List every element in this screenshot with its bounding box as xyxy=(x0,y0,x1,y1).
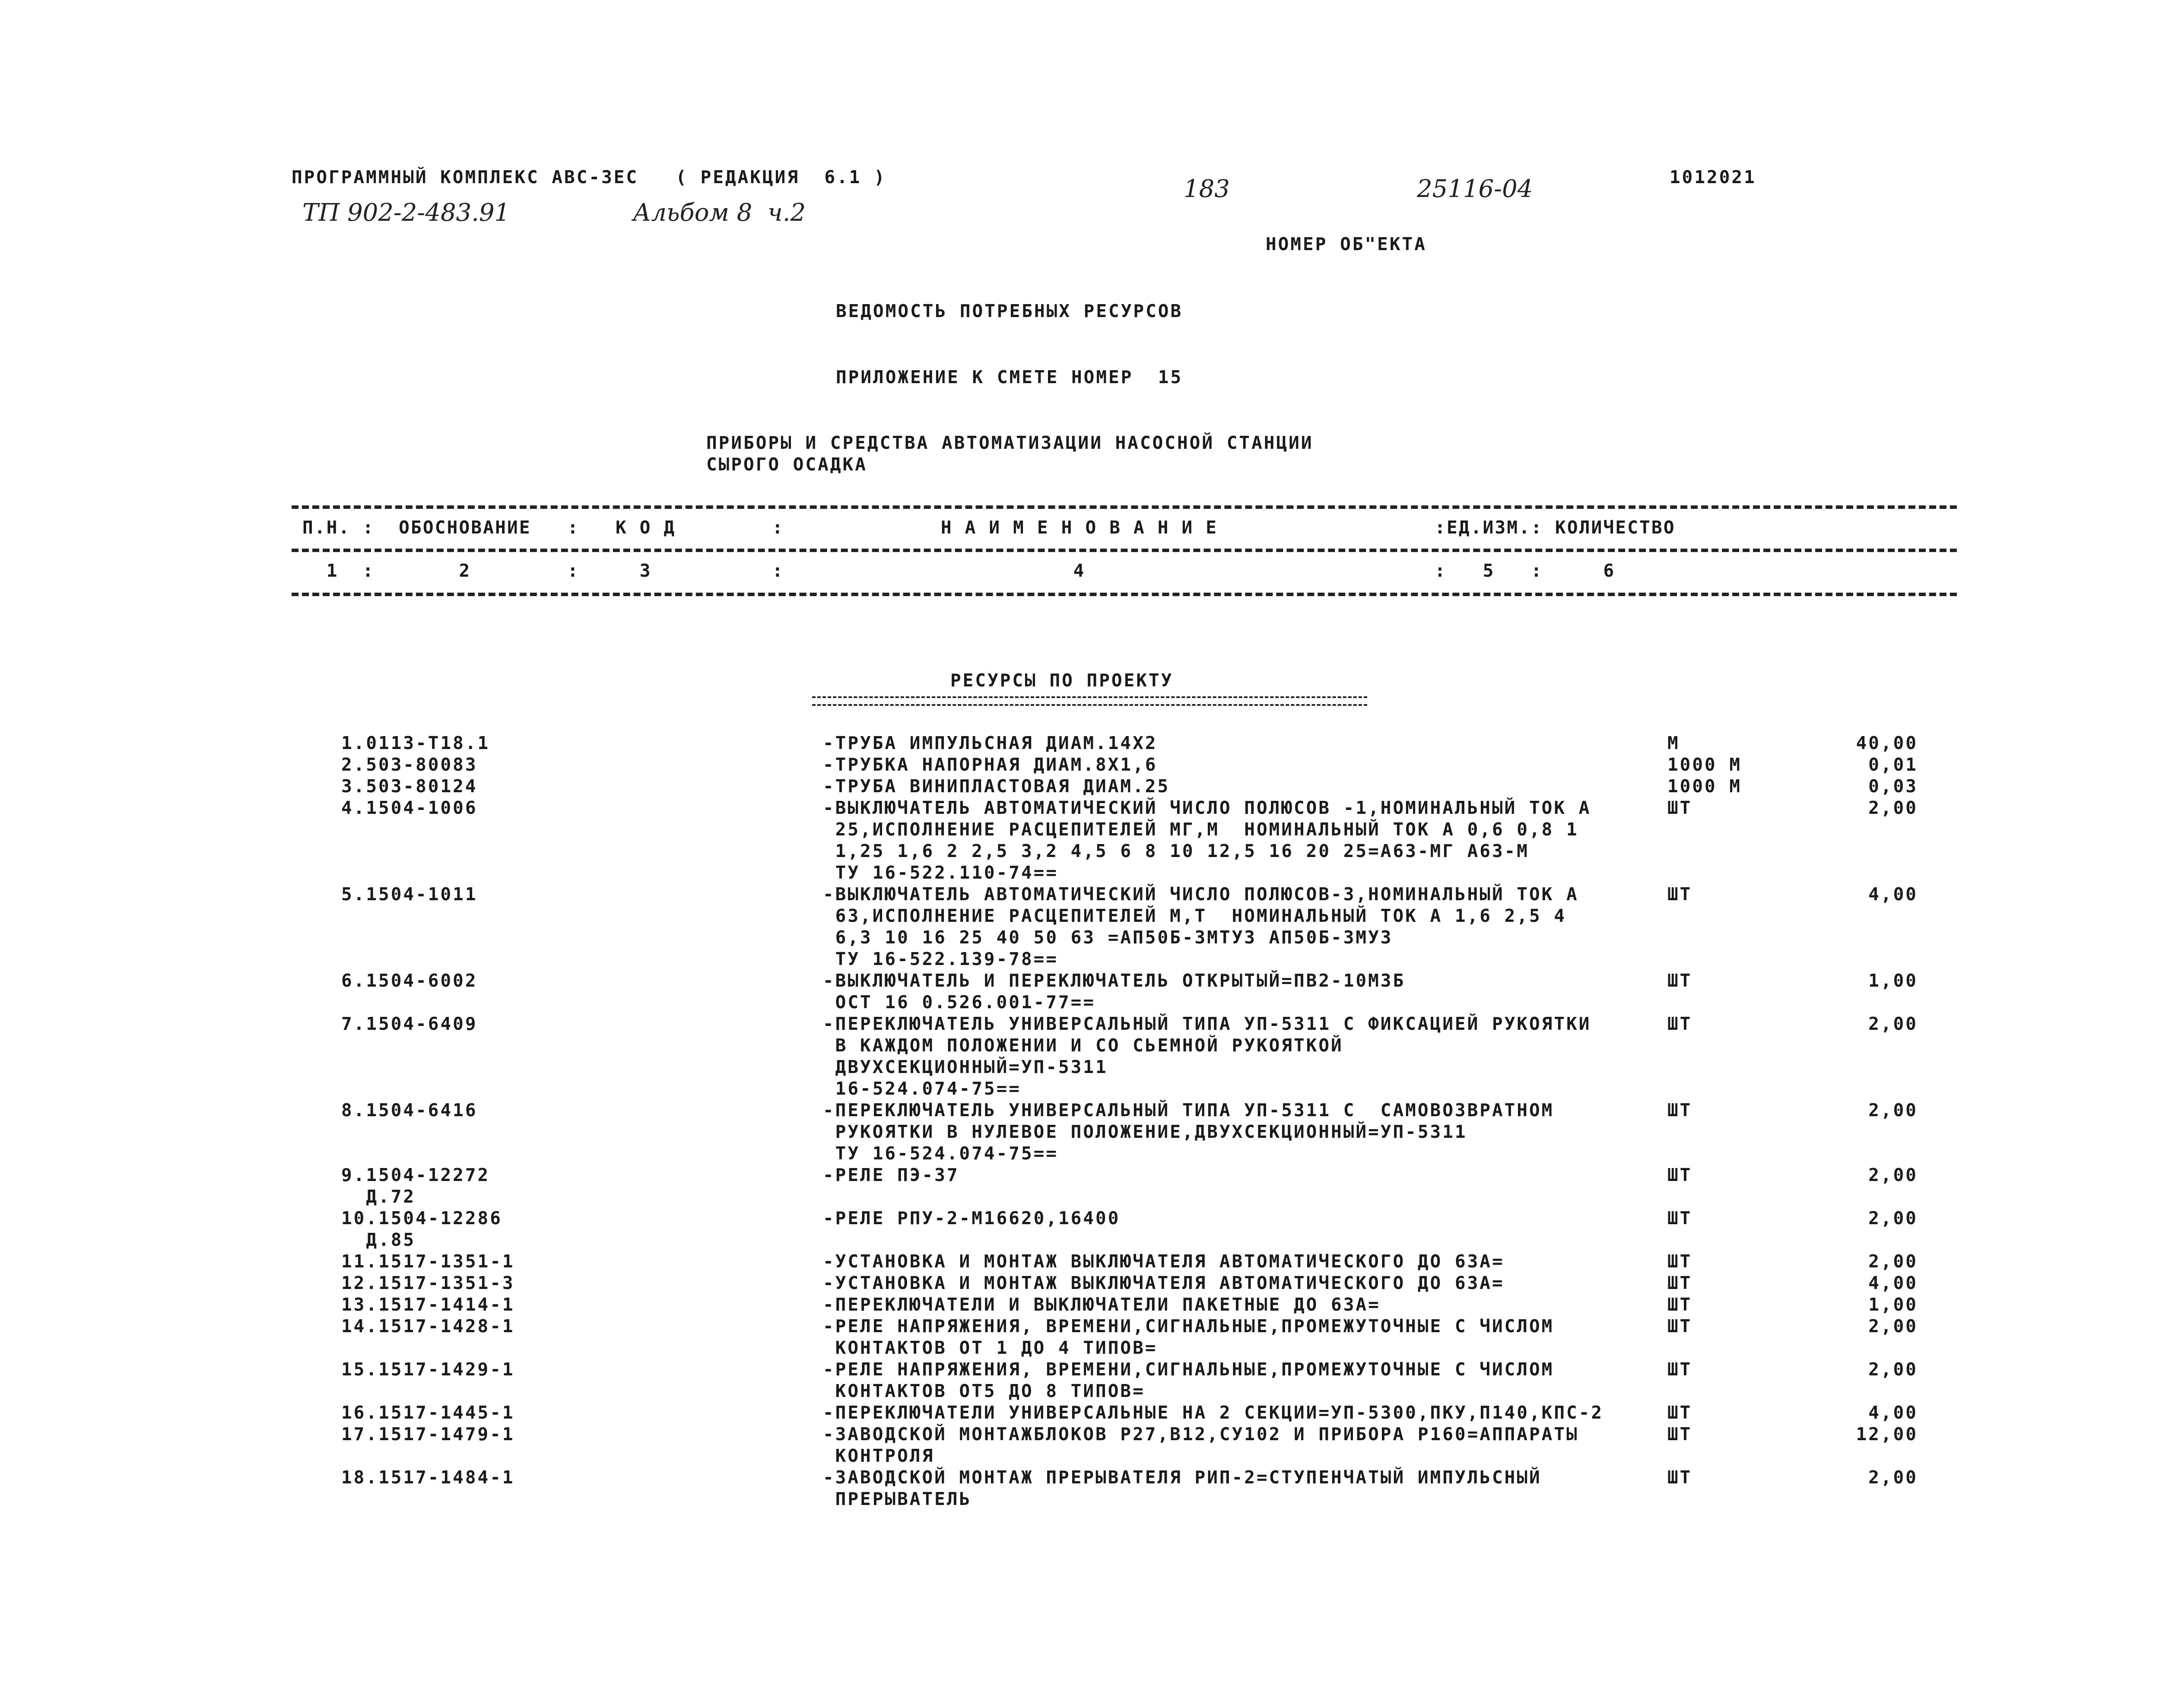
row-name: ТУ 16-522.139-78== xyxy=(823,949,1058,969)
table-row xyxy=(0,1380,2159,1402)
row-justification: 9.1504-12272 xyxy=(341,1165,490,1185)
row-name: -РЕЛЕ ПЭ-37 xyxy=(823,1165,959,1185)
table-row xyxy=(0,1251,2159,1272)
row-quantity: 2,00 xyxy=(1868,1467,1918,1488)
row-quantity: 1,00 xyxy=(1868,1294,1918,1315)
row-name: -ТРУБА ИМПУЛЬСНАЯ ДИАМ.14Х2 xyxy=(823,733,1158,753)
row-unit: ШТ xyxy=(1667,1165,1692,1185)
handwritten-page-number: 183 xyxy=(1184,175,1230,203)
row-quantity: 4,00 xyxy=(1868,1402,1918,1423)
row-unit: ШТ xyxy=(1667,797,1692,818)
row-name: -УСТАНОВКА И МОНТАЖ ВЫКЛЮЧАТЕЛЯ АВТОМАТИЧЕСКОГО ДО 63А= xyxy=(823,1273,1505,1293)
row-name: В КАЖДОМ ПОЛОЖЕНИИ И СО СЬЕМНОЙ РУКОЯТКОЙ xyxy=(823,1035,1343,1056)
handwritten-project: ТП 902-2-483.91 xyxy=(302,199,510,227)
row-justification: 16.1517-1445-1 xyxy=(341,1402,515,1423)
table-row xyxy=(0,1121,2159,1143)
row-name: -УСТАНОВКА И МОНТАЖ ВЫКЛЮЧАТЕЛЯ АВТОМАТИЧЕСКОГО ДО 63А= xyxy=(823,1251,1505,1272)
table-row xyxy=(0,1488,2159,1510)
table-row xyxy=(0,1445,2159,1467)
row-justification: 5.1504-1011 xyxy=(341,884,478,905)
row-quantity: 4,00 xyxy=(1868,1273,1918,1293)
handwritten-album: Альбом 8 ч.2 xyxy=(633,199,806,227)
row-name: ОСТ 16 0.526.001-77== xyxy=(823,992,1096,1013)
row-name: -ЗАВОДСКОЙ МОНТАЖ ПРЕРЫВАТЕЛЯ РИП-2=СТУПЕНЧАТЫЙ ИМПУЛЬСНЫЙ xyxy=(823,1467,1542,1488)
row-unit: М xyxy=(1667,733,1680,753)
row-justification: 4.1504-1006 xyxy=(341,797,478,818)
table-row xyxy=(0,1229,2159,1251)
row-unit: ШТ xyxy=(1667,1294,1692,1315)
document-code: 1012021 xyxy=(1670,167,1756,187)
table-row xyxy=(0,1423,2159,1445)
table-row xyxy=(0,1337,2159,1359)
table-column-numbers: 1 : 2 : 3 : 4 : 5 : 6 xyxy=(302,560,1616,581)
table-row xyxy=(0,970,2159,991)
subject-title-line-1: ПРИБОРЫ И СРЕДСТВА АВТОМАТИЗАЦИИ НАСОСНОЙ СТАНЦИИ xyxy=(706,432,1314,453)
row-name: -ПЕРЕКЛЮЧАТЕЛИ УНИВЕРСАЛЬНЫЕ НА 2 СЕКЦИИ=УП-5300,ПКУ,П140,КПС-2 xyxy=(823,1402,1604,1423)
table-column-headers: П.Н. : ОБОСНОВАНИЕ : К О Д : Н А И М Е Н О В А Н И Е :ЕД.ИЗМ.: КОЛИЧЕСТВО xyxy=(302,517,1676,538)
table-row xyxy=(0,1143,2159,1164)
table-row xyxy=(0,948,2159,970)
table-row xyxy=(0,775,2159,797)
row-name: 6,3 10 16 25 40 50 63 =АП50Б-3МТУ3 АП50Б-3МУ3 xyxy=(823,927,1393,948)
table-row xyxy=(0,1013,2159,1035)
row-quantity: 4,00 xyxy=(1868,884,1918,905)
header-rule-bottom xyxy=(292,593,1957,596)
row-name: -ТРУБА ВИНИПЛАСТОВАЯ ДИАМ.25 xyxy=(823,776,1170,797)
table-row xyxy=(0,1207,2159,1229)
table-row xyxy=(0,1056,2159,1078)
row-unit: ШТ xyxy=(1667,1208,1692,1229)
section-title: РЕСУРСЫ ПО ПРОЕКТУ xyxy=(950,670,1174,691)
table-row xyxy=(0,797,2159,819)
program-header: ПРОГРАММНЫЙ КОМПЛЕКС АВС-3ЕС ( РЕДАКЦИЯ 6.1 ) xyxy=(292,167,886,187)
table-row xyxy=(0,883,2159,905)
subject-title-line-2: СЫРОГО ОСАДКА xyxy=(706,454,867,475)
table-row xyxy=(0,1035,2159,1056)
row-unit: ШТ xyxy=(1667,1359,1692,1380)
row-unit: ШТ xyxy=(1667,1467,1692,1488)
row-quantity: 2,00 xyxy=(1868,1359,1918,1380)
table-row xyxy=(0,840,2159,862)
row-quantity: 0,01 xyxy=(1868,754,1918,775)
row-name: ПРЕРЫВАТЕЛЬ xyxy=(823,1489,972,1509)
object-number-label: НОМЕР ОБ"ЕКТА xyxy=(1266,234,1427,254)
row-justification: 7.1504-6409 xyxy=(341,1013,478,1034)
row-unit: ШТ xyxy=(1667,1251,1692,1272)
table-row xyxy=(0,1078,2159,1099)
table-row xyxy=(0,927,2159,948)
table-row xyxy=(0,1467,2159,1488)
row-quantity: 40,00 xyxy=(1856,733,1918,753)
row-justification: 3.503-80124 xyxy=(341,776,478,797)
section-underline xyxy=(812,696,1367,706)
row-name: 1,25 1,6 2 2,5 3,2 4,5 6 8 10 12,5 16 20 25=А63-МГ А63-М xyxy=(823,841,1529,861)
table-row xyxy=(0,1164,2159,1186)
table-row xyxy=(0,1099,2159,1121)
document-title: ВЕДОМОСТЬ ПОТРЕБНЫХ РЕСУРСОВ xyxy=(836,301,1183,321)
table-row xyxy=(0,1402,2159,1423)
table-row xyxy=(0,862,2159,883)
row-justification: 6.1504-6002 xyxy=(341,970,478,991)
table-row xyxy=(0,1359,2159,1380)
row-name: 63,ИСПОЛНЕНИЕ РАСЦЕПИТЕЛЕЙ М,Т НОМИНАЛЬНЫЙ ТОК А 1,6 2,5 4 xyxy=(823,905,1567,926)
table-row xyxy=(0,1272,2159,1294)
handwritten-registration-number: 25116-04 xyxy=(1417,175,1533,203)
row-justification: 12.1517-1351-3 xyxy=(341,1273,515,1293)
row-unit: 1000 М xyxy=(1667,776,1742,797)
table-row xyxy=(0,754,2159,775)
row-name: ТУ 16-522.110-74== xyxy=(823,862,1058,883)
row-quantity: 2,00 xyxy=(1868,1316,1918,1337)
row-justification: Д.85 xyxy=(341,1229,416,1250)
row-name: -ПЕРЕКЛЮЧАТЕЛЬ УНИВЕРСАЛЬНЫЙ ТИПА УП-5311 С САМОВОЗВРАТНОМ xyxy=(823,1100,1554,1121)
row-unit: 1000 М xyxy=(1667,754,1742,775)
row-name: КОНТАКТОВ ОТ5 ДО 8 ТИПОВ= xyxy=(823,1381,1145,1401)
row-justification: 10.1504-12286 xyxy=(341,1208,502,1229)
row-name: 16-524.074-75== xyxy=(823,1078,1021,1099)
row-name: КОНТАКТОВ ОТ 1 ДО 4 ТИПОВ= xyxy=(823,1337,1158,1358)
table-row xyxy=(0,732,2159,754)
row-unit: ШТ xyxy=(1667,1316,1692,1337)
row-name: -ВЫКЛЮЧАТЕЛЬ И ПЕРЕКЛЮЧАТЕЛЬ ОТКРЫТЫЙ=ПВ2-10М3Б xyxy=(823,970,1406,991)
row-quantity: 2,00 xyxy=(1868,1251,1918,1272)
row-justification: 14.1517-1428-1 xyxy=(341,1316,515,1337)
row-justification: 1.0113-Т18.1 xyxy=(341,733,490,753)
table-row xyxy=(0,991,2159,1013)
row-unit: ШТ xyxy=(1667,1100,1692,1121)
table-row xyxy=(0,1315,2159,1337)
estimate-appendix-title: ПРИЛОЖЕНИЕ К СМЕТЕ НОМЕР 15 xyxy=(836,367,1183,387)
row-quantity: 0,03 xyxy=(1868,776,1918,797)
row-justification: 13.1517-1414-1 xyxy=(341,1294,515,1315)
row-name: -РЕЛЕ РПУ-2-М16620,16400 xyxy=(823,1208,1121,1229)
table-row xyxy=(0,905,2159,927)
row-name: -ПЕРЕКЛЮЧАТЕЛИ И ВЫКЛЮЧАТЕЛИ ПАКЕТНЫЕ ДО 63А= xyxy=(823,1294,1381,1315)
row-unit: ШТ xyxy=(1667,970,1692,991)
row-quantity: 2,00 xyxy=(1868,1208,1918,1229)
row-justification: Д.72 xyxy=(341,1186,416,1207)
row-unit: ШТ xyxy=(1667,1424,1692,1444)
header-rule-top xyxy=(292,505,1957,509)
row-quantity: 2,00 xyxy=(1868,1100,1918,1121)
row-justification: 18.1517-1484-1 xyxy=(341,1467,515,1488)
row-unit: ШТ xyxy=(1667,1273,1692,1293)
row-name: -ЗАВОДСКОЙ МОНТАЖБЛОКОВ Р27,В12,СУ102 И ПРИБОРА Р160=АППАРАТЫ xyxy=(823,1424,1579,1444)
row-name: 25,ИСПОЛНЕНИЕ РАСЦЕПИТЕЛЕЙ МГ,М НОМИНАЛЬНЫЙ ТОК А 0,6 0,8 1 xyxy=(823,819,1579,840)
row-unit: ШТ xyxy=(1667,884,1692,905)
row-quantity: 12,00 xyxy=(1856,1424,1918,1444)
row-justification: 8.1504-6416 xyxy=(341,1100,478,1121)
row-name: -РЕЛЕ НАПРЯЖЕНИЯ, ВРЕМЕНИ,СИГНАЛЬНЫЕ,ПРОМЕЖУТОЧНЫЕ С ЧИСЛОМ xyxy=(823,1316,1554,1337)
row-name: -ПЕРЕКЛЮЧАТЕЛЬ УНИВЕРСАЛЬНЫЙ ТИПА УП-5311 С ФИКСАЦИЕЙ РУКОЯТКИ xyxy=(823,1013,1591,1034)
row-name: РУКОЯТКИ В НУЛЕВОЕ ПОЛОЖЕНИЕ,ДВУХСЕКЦИОННЫЙ=УП-5311 xyxy=(823,1121,1467,1142)
row-justification: 17.1517-1479-1 xyxy=(341,1424,515,1444)
table-row xyxy=(0,1186,2159,1207)
row-name: -ТРУБКА НАПОРНАЯ ДИАМ.8Х1,6 xyxy=(823,754,1158,775)
row-justification: 2.503-80083 xyxy=(341,754,478,775)
table-row xyxy=(0,819,2159,840)
row-name: -ВЫКЛЮЧАТЕЛЬ АВТОМАТИЧЕСКИЙ ЧИСЛО ПОЛЮСОВ -1,НОМИНАЛЬНЫЙ ТОК А xyxy=(823,797,1591,818)
row-name: -ВЫКЛЮЧАТЕЛЬ АВТОМАТИЧЕСКИЙ ЧИСЛО ПОЛЮСОВ-3,НОМИНАЛЬНЫЙ ТОК А xyxy=(823,884,1579,905)
row-justification: 15.1517-1429-1 xyxy=(341,1359,515,1380)
row-quantity: 2,00 xyxy=(1868,1165,1918,1185)
row-name: ДВУХСЕКЦИОННЫЙ=УП-5311 xyxy=(823,1057,1108,1077)
row-quantity: 2,00 xyxy=(1868,797,1918,818)
row-justification: 11.1517-1351-1 xyxy=(341,1251,515,1272)
row-name: КОНТРОЛЯ xyxy=(823,1445,935,1466)
header-rule-middle xyxy=(292,549,1957,552)
row-name: -РЕЛЕ НАПРЯЖЕНИЯ, ВРЕМЕНИ,СИГНАЛЬНЫЕ,ПРОМЕЖУТОЧНЫЕ С ЧИСЛОМ xyxy=(823,1359,1554,1380)
row-unit: ШТ xyxy=(1667,1402,1692,1423)
row-quantity: 1,00 xyxy=(1868,970,1918,991)
row-quantity: 2,00 xyxy=(1868,1013,1918,1034)
row-unit: ШТ xyxy=(1667,1013,1692,1034)
row-name: ТУ 16-524.074-75== xyxy=(823,1143,1058,1164)
table-row xyxy=(0,1294,2159,1315)
